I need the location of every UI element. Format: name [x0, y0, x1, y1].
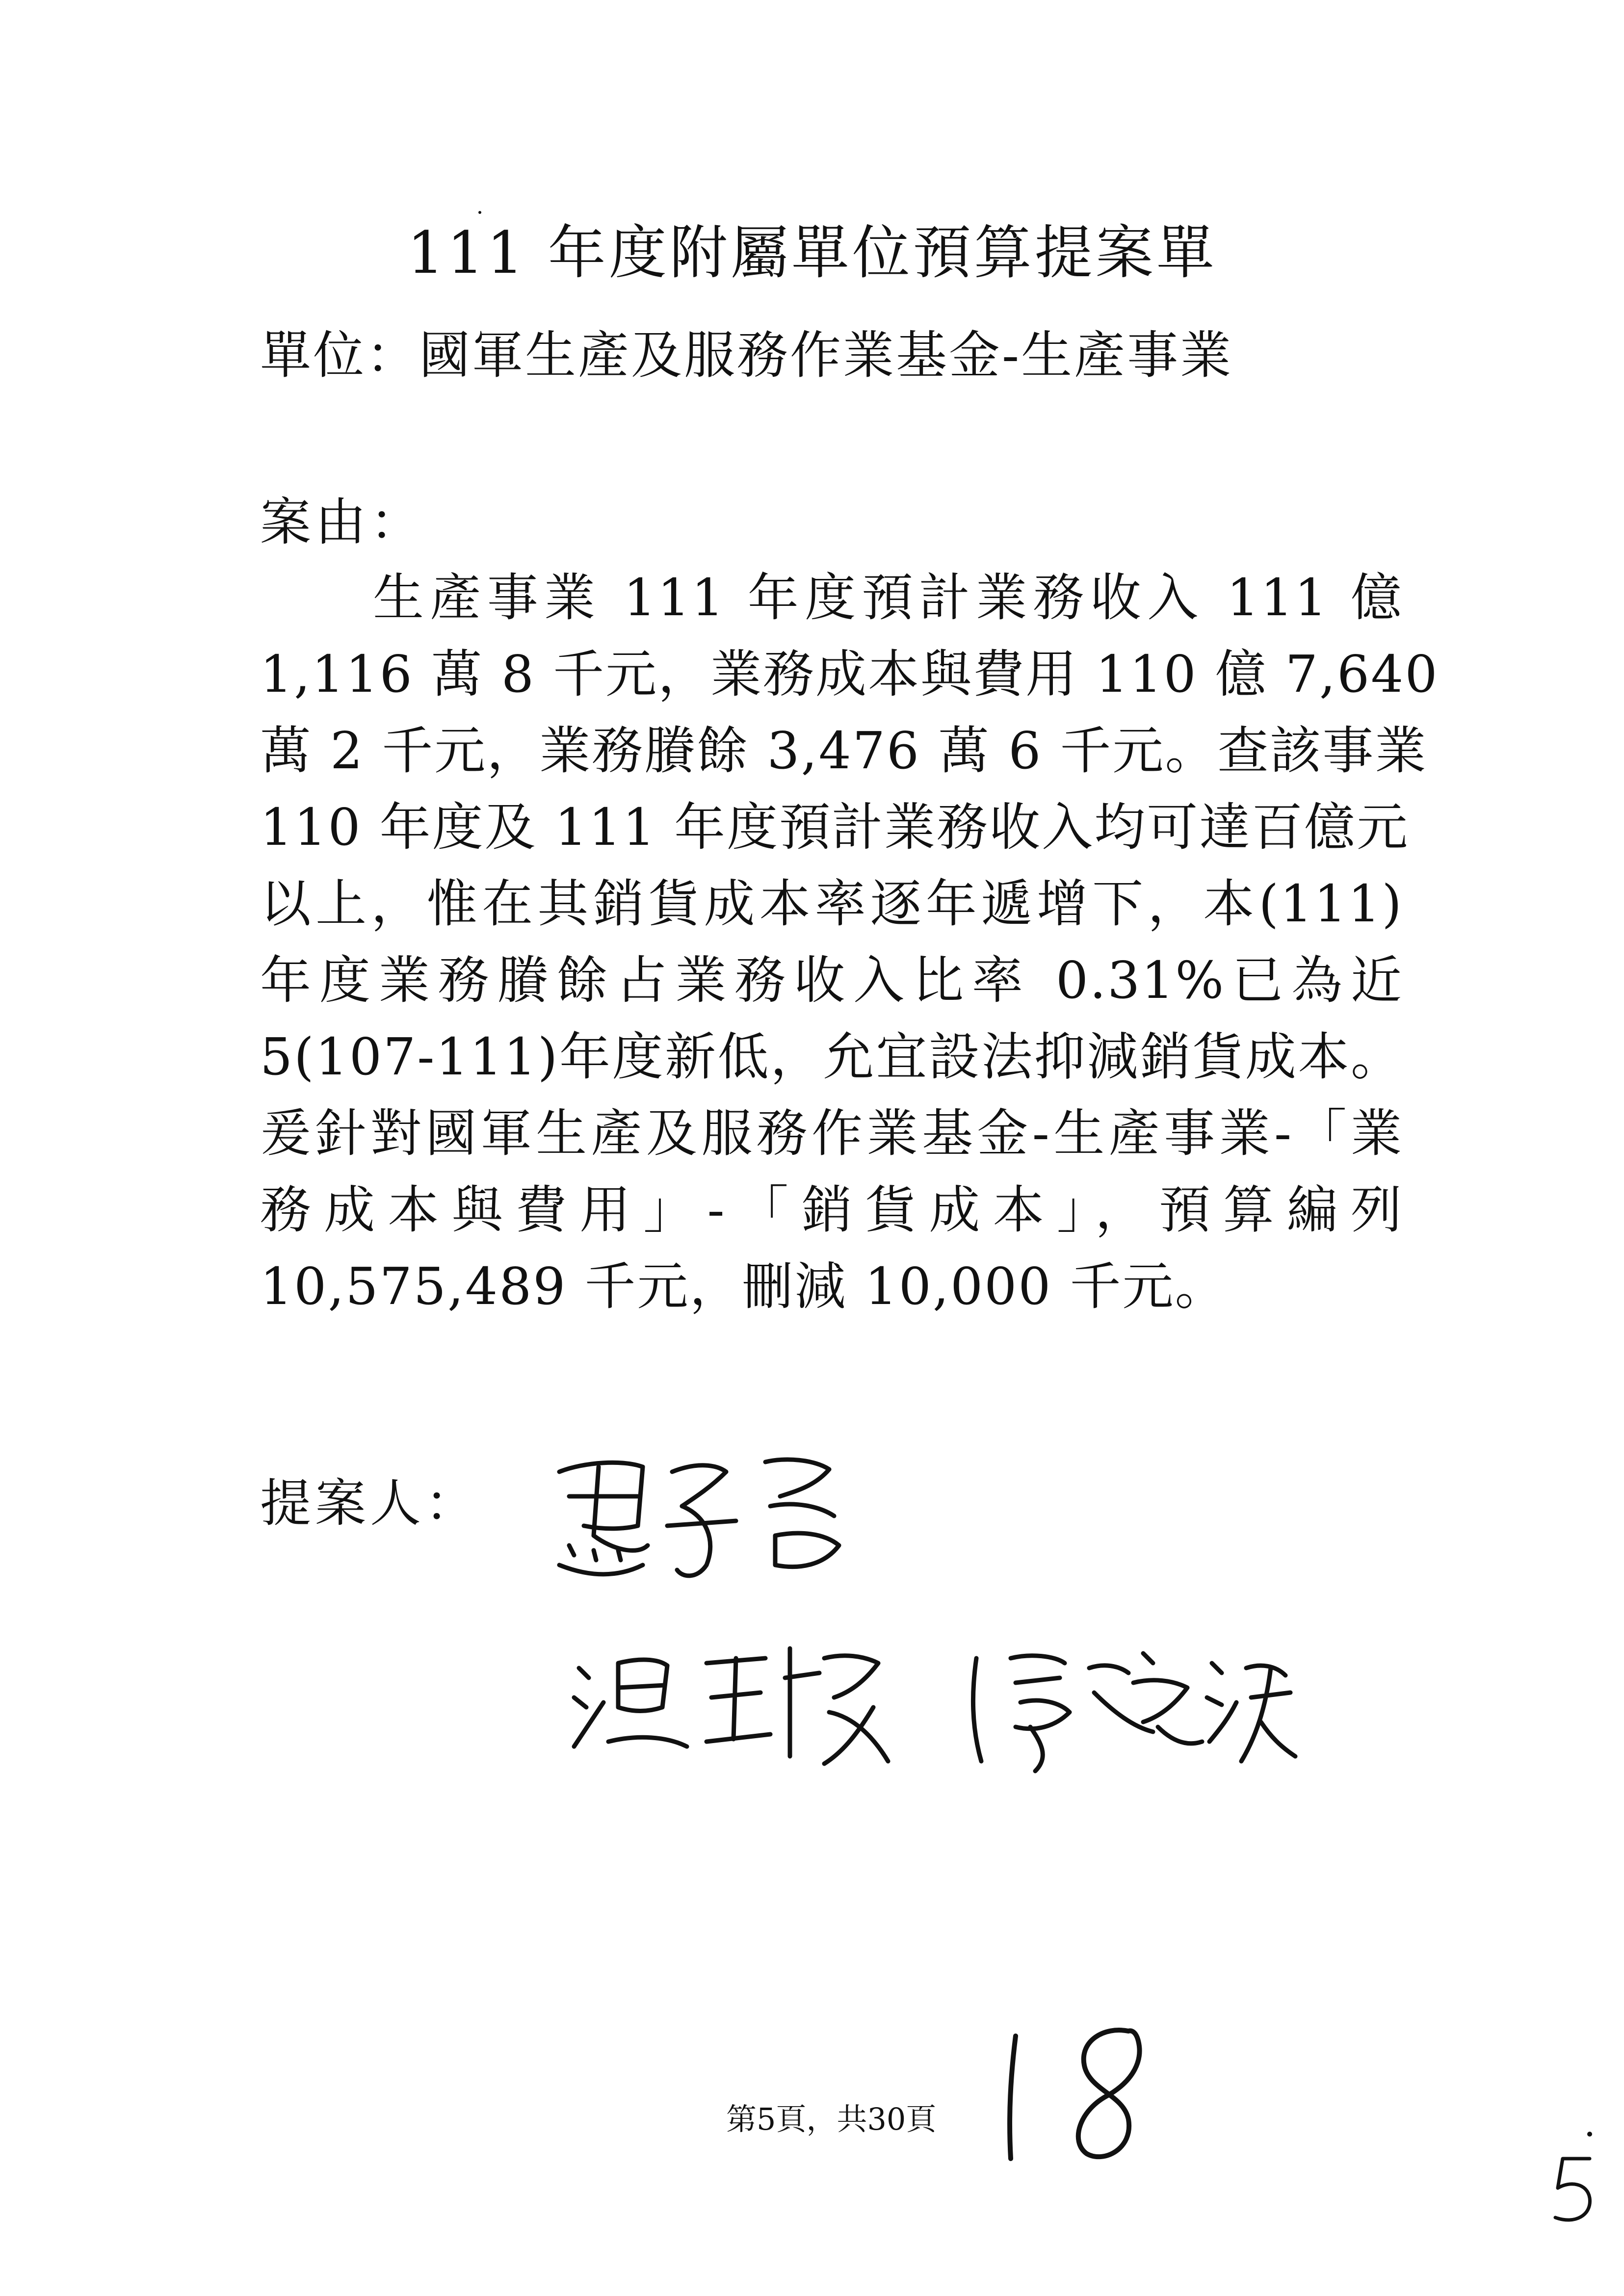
scan-speck: [1587, 2132, 1592, 2137]
signature-1: [540, 1442, 854, 1609]
document-title: 111 年度附屬單位預算提案單: [407, 219, 1217, 287]
page-footer: 第5頁，共30頁: [726, 2101, 937, 2137]
reason-line: 萬 2 千元，業務賸餘 3,476 萬 6 千元。查該事業: [260, 721, 1428, 781]
signature-2: [559, 1629, 903, 1776]
unit-line: 單位：國軍生產及服務作業基金-生產事業: [260, 325, 1233, 385]
reason-line: 爰針對國軍生產及服務作業基金-生產事業-「業: [260, 1103, 1403, 1163]
reason-body: [260, 559, 1439, 1325]
handwritten-page-number: [981, 2016, 1187, 2173]
reason-line: 110 年度及 111 年度預計業務收入均可達百億元: [260, 797, 1410, 857]
proposer-label: 提案人：: [260, 1473, 480, 1533]
reason-line: 以上，惟在其銷貨成本率逐年遞增下，本(111): [260, 874, 1403, 934]
signature-3: [957, 1629, 1300, 1776]
reason-line: 1,116 萬 8 千元，業務成本與費用 110 億 7,640: [260, 644, 1439, 704]
reason-label: 案由：: [260, 492, 425, 552]
reason-line: 5(107-111)年度新低，允宜設法抑減銷貨成本。: [260, 1027, 1403, 1087]
reason-line: 務成本與費用」-「銷貨成本」，預算編列: [260, 1180, 1403, 1240]
reason-line: 10,575,489 千元，刪減 10,000 千元。: [260, 1256, 1228, 1316]
scan-speck: [478, 211, 481, 214]
handwritten-corner-number: [1545, 2149, 1599, 2232]
reason-line: 生產事業 111 年度預計業務收入 111 億: [373, 568, 1403, 627]
reason-line: 年度業務賸餘占業務收入比率 0.31%已為近: [260, 950, 1403, 1010]
